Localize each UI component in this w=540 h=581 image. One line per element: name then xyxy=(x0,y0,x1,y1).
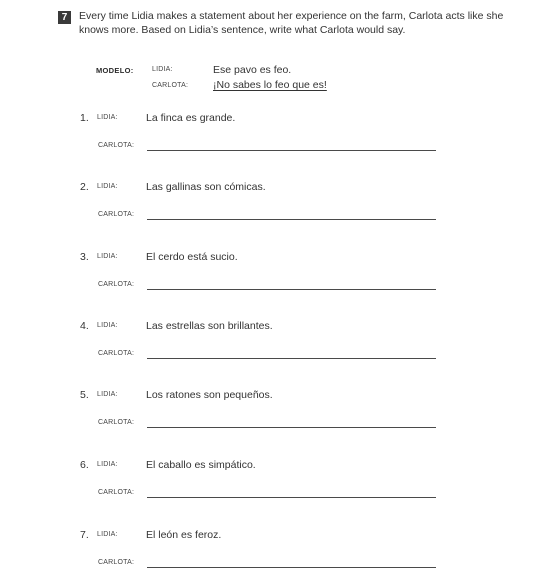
item-number: 7. xyxy=(80,529,89,541)
instructions-text: Every time Lidia makes a statement about her experience on the farm, Carlota acts like she knows more. Based on Lidia’s sentence, write what Carlota would say. xyxy=(79,10,504,36)
lidia-label: LIDIA: xyxy=(97,253,118,260)
model-lidia-sentence: Ese pavo es feo. xyxy=(213,64,292,76)
exercise-item-7 xyxy=(80,529,440,577)
answer-line[interactable] xyxy=(147,358,436,359)
lidia-sentence: El caballo es simpático. xyxy=(146,459,256,471)
carlota-label: CARLOTA: xyxy=(98,211,135,218)
item-number: 6. xyxy=(80,459,89,471)
lidia-label: LIDIA: xyxy=(97,114,118,121)
item-number: 3. xyxy=(80,251,89,263)
exercise-item-5 xyxy=(80,389,440,437)
item-number: 4. xyxy=(80,320,89,332)
answer-line[interactable] xyxy=(147,427,436,428)
modelo-label: MODELO: xyxy=(96,66,134,75)
lidia-label: LIDIA: xyxy=(97,531,118,538)
lidia-label: LIDIA: xyxy=(97,391,118,398)
item-number: 1. xyxy=(80,112,89,124)
exercise-item-6 xyxy=(80,459,440,507)
model-speaker-carlota: CARLOTA: xyxy=(152,82,189,89)
lidia-sentence: La finca es grande. xyxy=(146,112,236,124)
exercise-item-2 xyxy=(80,181,440,229)
lidia-label: LIDIA: xyxy=(97,461,118,468)
item-number: 5. xyxy=(80,389,89,401)
model-example xyxy=(96,62,496,98)
answer-line[interactable] xyxy=(147,289,436,290)
lidia-sentence: Las gallinas son cómicas. xyxy=(146,181,266,193)
exercise-number: 7 xyxy=(58,11,71,24)
answer-line[interactable] xyxy=(147,219,436,220)
carlota-label: CARLOTA: xyxy=(98,559,135,566)
lidia-sentence: Los ratones son pequeños. xyxy=(146,389,273,401)
lidia-sentence: Las estrellas son brillantes. xyxy=(146,320,273,332)
answer-line[interactable] xyxy=(147,497,436,498)
carlota-label: CARLOTA: xyxy=(98,489,135,496)
item-number: 2. xyxy=(80,181,89,193)
exercise-item-3 xyxy=(80,251,440,299)
answer-line[interactable] xyxy=(147,567,436,568)
lidia-label: LIDIA: xyxy=(97,183,118,190)
answer-line[interactable] xyxy=(147,150,436,151)
carlota-label: CARLOTA: xyxy=(98,281,135,288)
carlota-label: CARLOTA: xyxy=(98,142,135,149)
carlota-label: CARLOTA: xyxy=(98,350,135,357)
exercise-item-1 xyxy=(80,112,440,160)
model-carlota-response: ¡No sabes lo feo que es! xyxy=(213,79,327,91)
lidia-sentence: El león es feroz. xyxy=(146,529,222,541)
carlota-label: CARLOTA: xyxy=(98,419,135,426)
lidia-sentence: El cerdo está sucio. xyxy=(146,251,238,263)
model-speaker-lidia: LIDIA: xyxy=(152,66,173,73)
lidia-label: LIDIA: xyxy=(97,322,118,329)
exercise-item-4 xyxy=(80,320,440,368)
